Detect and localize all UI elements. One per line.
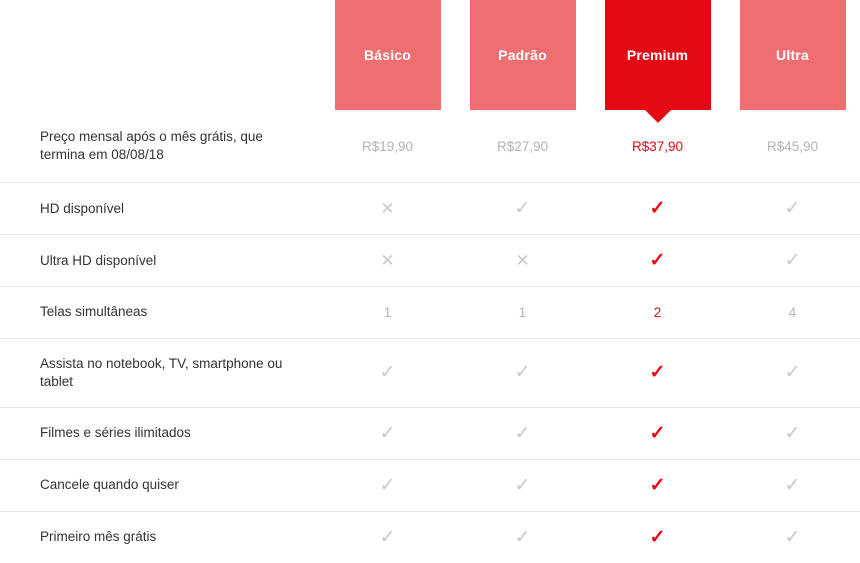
feature-value-cell xyxy=(725,110,860,183)
feature-value-cell xyxy=(725,512,860,563)
plan-tile-premium[interactable] xyxy=(605,0,711,110)
feature-value-cell xyxy=(455,110,590,183)
value-text: 1 xyxy=(383,305,392,321)
check-icon: ✓ xyxy=(784,362,801,384)
table-row xyxy=(0,110,860,183)
check-icon: ✓ xyxy=(379,423,396,445)
feature-value-cell xyxy=(725,460,860,512)
check-icon: ✓ xyxy=(784,423,801,445)
feature-value-cell xyxy=(590,408,725,460)
plan-header-cell xyxy=(725,0,860,110)
feature-label: Cancele quando quiser xyxy=(0,460,320,512)
feature-value-cell xyxy=(455,338,590,407)
plan-header-cell xyxy=(590,0,725,110)
value-text: R$27,90 xyxy=(496,138,549,154)
value-text: R$37,90 xyxy=(631,138,684,154)
plan-tile-ultra[interactable] xyxy=(740,0,846,110)
feature-value-cell xyxy=(320,338,455,407)
check-icon: ✓ xyxy=(784,198,801,220)
feature-value-cell xyxy=(455,183,590,235)
check-icon: ✓ xyxy=(379,362,396,384)
plan-tile-wrap xyxy=(455,0,590,110)
feature-value-cell xyxy=(455,408,590,460)
plan-tile-padrao[interactable] xyxy=(470,0,576,110)
feature-label: Filmes e séries ilimitados xyxy=(0,408,320,460)
feature-value-cell xyxy=(455,512,590,563)
table-row xyxy=(0,338,860,407)
feature-value-cell xyxy=(725,287,860,338)
plan-tile-wrap xyxy=(320,0,455,110)
feature-value-cell xyxy=(320,183,455,235)
feature-value-cell xyxy=(320,110,455,183)
value-text: R$45,90 xyxy=(766,138,819,154)
plan-tile-label: Básico xyxy=(363,47,412,63)
check-icon: ✓ xyxy=(784,250,801,272)
feature-value-cell xyxy=(320,235,455,287)
check-icon: ✓ xyxy=(514,198,531,220)
check-icon: ✓ xyxy=(649,475,666,497)
feature-value-cell xyxy=(590,183,725,235)
feature-value-cell xyxy=(725,338,860,407)
plan-tile-wrap xyxy=(725,0,860,110)
table-row xyxy=(0,460,860,512)
feature-value-cell xyxy=(590,287,725,338)
check-icon: ✓ xyxy=(649,423,666,445)
plan-tile-basico[interactable] xyxy=(335,0,441,110)
table-row xyxy=(0,287,860,338)
feature-value-cell xyxy=(455,235,590,287)
feature-label: Ultra HD disponível xyxy=(0,235,320,287)
feature-label: Primeiro mês grátis xyxy=(40,529,157,545)
check-icon: ✓ xyxy=(514,423,531,445)
table-row xyxy=(0,512,860,563)
feature-label: Telas simultâneas xyxy=(0,287,320,338)
feature-value-cell xyxy=(320,408,455,460)
table-row xyxy=(0,235,860,287)
check-icon: ✓ xyxy=(514,362,531,384)
feature-value-cell xyxy=(455,287,590,338)
plan-tile-label: Padrão xyxy=(498,47,547,63)
feature-value-cell xyxy=(725,408,860,460)
plan-tile-label: Ultra xyxy=(776,47,809,63)
feature-value-cell xyxy=(725,183,860,235)
cross-icon: ✕ xyxy=(380,251,395,271)
value-text: 1 xyxy=(518,305,527,321)
cross-icon: ✕ xyxy=(380,199,395,219)
feature-value-cell xyxy=(725,235,860,287)
check-icon: ✓ xyxy=(514,475,531,497)
table-row xyxy=(0,408,860,460)
check-icon: ✓ xyxy=(649,527,666,549)
feature-value-cell xyxy=(590,512,725,563)
value-text: 4 xyxy=(788,305,797,321)
feature-label: Preço mensal após o mês grátis, que termina em 08/08/18 xyxy=(0,110,320,183)
plan-header-row xyxy=(0,0,860,110)
check-icon: ✓ xyxy=(649,250,666,272)
table-row xyxy=(0,183,860,235)
value-text: R$19,90 xyxy=(361,138,414,154)
check-icon: ✓ xyxy=(379,475,396,497)
feature-value-cell xyxy=(455,460,590,512)
plan-tile-wrap xyxy=(590,0,725,110)
check-icon: ✓ xyxy=(784,475,801,497)
feature-value-cell xyxy=(590,235,725,287)
feature-label: Assista no notebook, TV, smartphone ou tablet xyxy=(0,338,320,407)
check-icon: ✓ xyxy=(379,527,396,549)
cross-icon: ✕ xyxy=(515,251,530,271)
feature-value-cell xyxy=(320,512,455,563)
feature-value-cell xyxy=(320,287,455,338)
plan-header-cell xyxy=(455,0,590,110)
feature-value-cell xyxy=(590,460,725,512)
value-text: 2 xyxy=(653,305,662,321)
check-icon: ✓ xyxy=(784,527,801,549)
feature-value-cell xyxy=(590,338,725,407)
header-spacer xyxy=(0,0,320,110)
feature-label: HD disponível xyxy=(0,183,320,235)
plan-tile-label: Premium xyxy=(626,47,689,63)
feature-value-cell xyxy=(320,460,455,512)
plan-header-cell xyxy=(320,0,455,110)
check-icon: ✓ xyxy=(649,198,666,220)
check-icon: ✓ xyxy=(514,527,531,549)
check-icon: ✓ xyxy=(649,362,666,384)
